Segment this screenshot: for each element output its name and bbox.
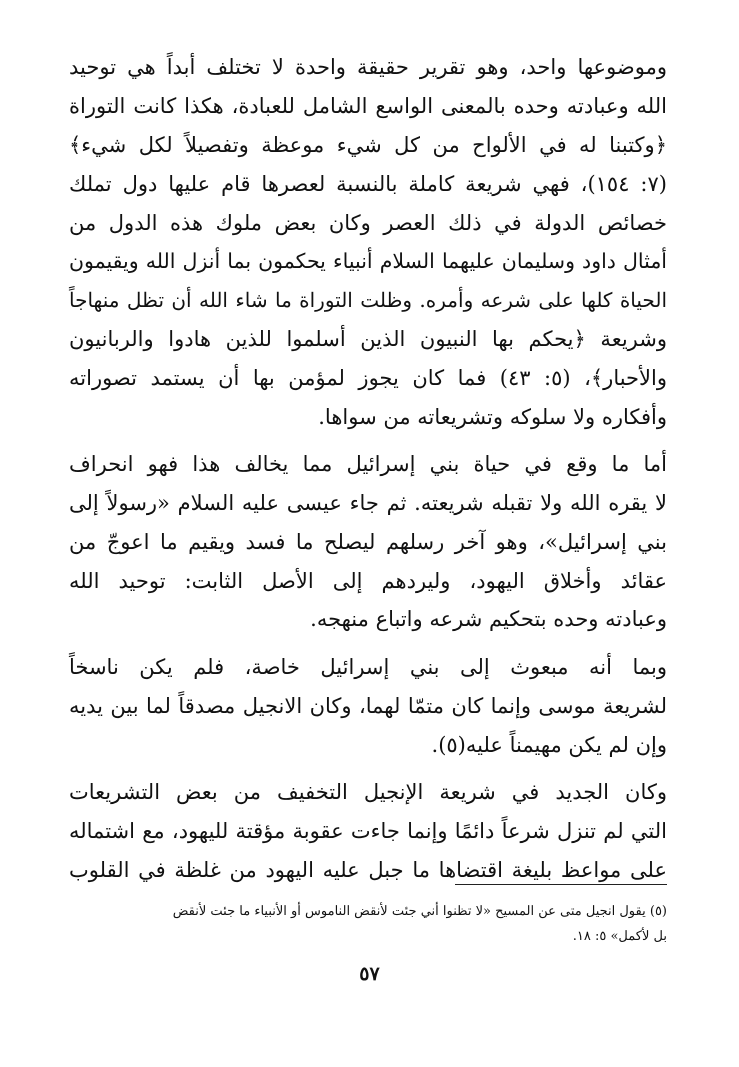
body-line: وشريعة ﴿يحكم بها النبيون الذين أسلموا للذين هادوا والربانيون xyxy=(69,327,667,351)
body-line: خصائص الدولة في ذلك العصر وكان بعض ملوك هذه الدول من xyxy=(69,211,667,235)
body-line: وأفكاره ولا سلوكه وتشريعاته من سواها. xyxy=(318,405,667,429)
body-line: وعبادته وحده بتحكيم شرعه واتباع منهجه. xyxy=(310,607,667,631)
body-line: والأحبار﴾، (٥: ٤٣) فما كان يجوز لمؤمن بها أن يستمد تصوراته xyxy=(69,366,667,390)
body-line: وموضوعها واحد، وهو تقرير حقيقة واحدة لا تختلف أبداً هي توحيد xyxy=(69,55,667,79)
body-line: (٧: ١٥٤)، فهي شريعة كاملة بالنسبة لعصرها قام عليها دول تملك xyxy=(69,172,667,196)
body-line: وإن لم يكن مهيمناً عليه(٥). xyxy=(431,733,667,757)
body-line: لشريعة موسى وإنما كان متمّا لهما، وكان الانجيل مصدقاً لما بين يديه xyxy=(69,694,667,718)
body-line: التي لم تنزل شرعاً دائمًا وإنما جاءت عقوبة مؤقتة لليهود، مع اشتماله xyxy=(69,819,667,843)
body-line: الحياة كلها على شرعه وأمره. وظلت التوراة ما شاء الله أن تظل منهاجاً xyxy=(69,288,667,312)
body-line: على مواعظ بليغة اقتضاها ما جبل عليه اليهود من غلظة في القلوب xyxy=(69,858,667,882)
body-line: وبما أنه مبعوث إلى بني إسرائيل خاصة، فلم يكن ناسخاً xyxy=(69,655,667,679)
body-line: الله وعبادته وحده بالمعنى الواسع الشامل للعبادة، هكذا كانت التوراة xyxy=(69,94,667,118)
body-line: أمثال داود وسليمان عليهما السلام أنبياء يحكمون بما أنزل الله ويقيمون xyxy=(69,249,667,273)
footnote-line: (٥) يقول انجيل متى عن المسيح «لا تظنوا أني جئت لأنقض الناموس أو الأنبياء ما جئت لأنقض xyxy=(172,904,667,919)
body-line: وكان الجديد في شريعة الإنجيل التخفيف من بعض التشريعات xyxy=(69,780,667,804)
body-line: أما ما وقع في حياة بني إسرائيل مما يخالف هذا فهو انحراف xyxy=(69,452,667,476)
page-number: ٥٧ xyxy=(359,963,380,985)
body-line: لا يقره الله ولا تقبله شريعته. ثم جاء عيسى عليه السلام «رسولاً إلى xyxy=(69,491,667,515)
body-line: عقائد وأخلاق اليهود، وليردهم إلى الأصل الثابت: توحيد الله xyxy=(69,569,667,593)
body-line: ﴿وكتبنا له في الألواح من كل شيء موعظة وتفصيلاً لكل شيء﴾ xyxy=(69,133,667,157)
footnote-line: بل لأكمل» ٥: ١٨. xyxy=(572,929,667,944)
body-line: بني إسرائيل»، وهو آخر رسلهم ليصلح ما فسد ويقيم ما اعوجّ من xyxy=(69,530,667,554)
footnote-separator xyxy=(455,884,667,885)
